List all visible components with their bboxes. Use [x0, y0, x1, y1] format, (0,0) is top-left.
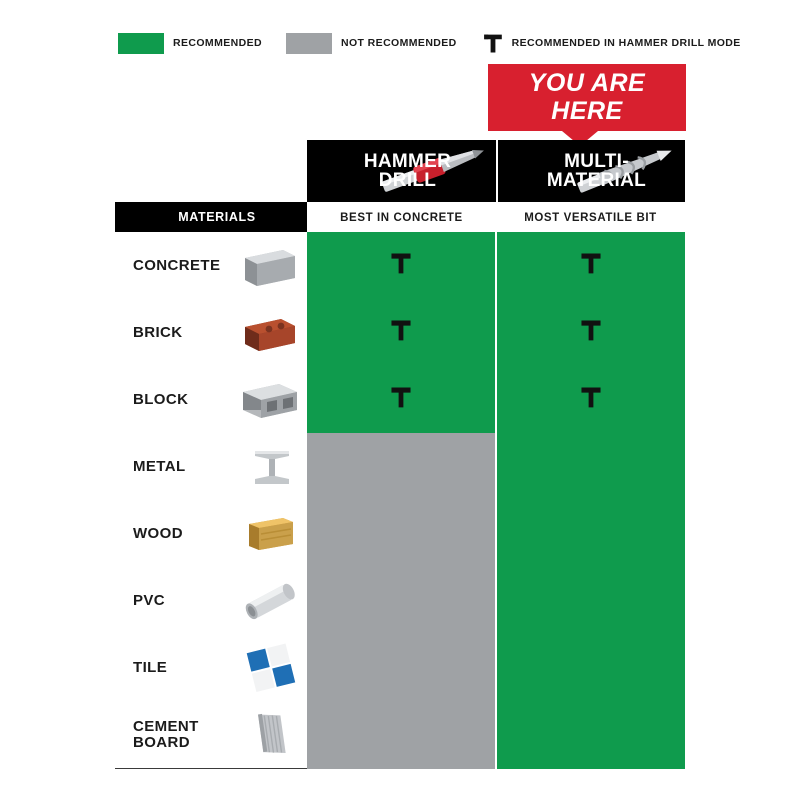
materials-header-label: MATERIALS	[178, 210, 256, 224]
table-header-row-titles	[115, 140, 685, 202]
material-cell-brick	[115, 299, 307, 366]
column-title-line1: HAMMER	[363, 150, 452, 172]
cell-hammer-drill-tile	[307, 634, 496, 701]
cell-multi-material-pvc	[496, 567, 685, 634]
metal-beam-icon	[237, 443, 303, 491]
material-label-line1: CEMENT	[133, 717, 199, 735]
column-header-multi-material	[496, 140, 685, 202]
cell-hammer-drill-concrete	[307, 232, 496, 299]
cell-hammer-drill-brick	[307, 299, 496, 366]
you-are-here-callout	[488, 64, 686, 131]
legend	[118, 31, 765, 55]
cell-hammer-drill-cement-board	[307, 701, 496, 769]
material-label-line1: CONCRETE	[133, 256, 221, 274]
tile-icon	[237, 642, 303, 694]
table-row	[115, 232, 685, 299]
material-label-line1: PVC	[133, 591, 166, 609]
brick-icon	[237, 309, 303, 357]
cell-hammer-drill-pvc	[307, 567, 496, 634]
hammer-drill-bit-icon	[481, 31, 505, 55]
cell-multi-material-metal	[496, 433, 685, 500]
cell-multi-material-block	[496, 366, 685, 433]
table-row	[115, 366, 685, 433]
hammer-bit-mark	[388, 316, 414, 349]
pvc-pipe-icon	[237, 577, 303, 625]
material-label-line1: BRICK	[133, 323, 183, 341]
table-row	[115, 500, 685, 567]
column-title-line2: DRILL	[378, 170, 437, 191]
hammer-bit-mark	[388, 249, 414, 282]
material-label	[133, 325, 237, 341]
legend-label-recommended: RECOMMENDED	[173, 37, 262, 49]
callout-line-2: HERE	[551, 97, 623, 125]
materials-header	[115, 202, 307, 232]
wood-plank-icon	[237, 510, 303, 558]
material-label-line1: METAL	[133, 457, 186, 475]
cement-board-icon	[237, 709, 303, 761]
cell-hammer-drill-wood	[307, 500, 496, 567]
material-cell-tile	[115, 634, 307, 701]
material-compatibility-table	[115, 140, 685, 769]
material-label-line2: BOARD	[133, 733, 190, 751]
table-row	[115, 433, 685, 500]
material-cell-concrete	[115, 232, 307, 299]
concrete-block-icon	[237, 242, 303, 290]
legend-label-hammer-mode: RECOMMENDED IN HAMMER DRILL MODE	[511, 37, 741, 49]
table-row	[115, 634, 685, 701]
material-label-line1: WOOD	[133, 524, 183, 542]
legend-label-not-recommended: NOT RECOMMENDED	[341, 37, 457, 49]
material-label	[133, 459, 237, 475]
legend-item-recommended	[118, 33, 286, 54]
hammer-bit-mark	[578, 383, 604, 416]
material-label	[133, 392, 237, 408]
column-subtitle-hammer-drill	[307, 202, 496, 232]
hammer-bit-mark	[578, 316, 604, 349]
cell-multi-material-wood	[496, 500, 685, 567]
cell-hammer-drill-metal	[307, 433, 496, 500]
cell-multi-material-concrete	[496, 232, 685, 299]
table-header-row-subtitles	[115, 202, 685, 232]
legend-item-hammer-mode	[481, 31, 765, 55]
column-subtitle-label: MOST VERSATILE BIT	[524, 212, 657, 224]
column-subtitle-multi-material	[496, 202, 685, 232]
cell-hammer-drill-block	[307, 366, 496, 433]
material-cell-cement-board	[115, 701, 307, 769]
cinder-block-icon	[237, 376, 303, 424]
material-label-line1: BLOCK	[133, 390, 189, 408]
material-cell-pvc	[115, 567, 307, 634]
table-row	[115, 567, 685, 634]
table-row	[115, 701, 685, 769]
column-title-hammer-drill	[307, 152, 496, 191]
column-title-line1: MULTI-	[564, 150, 629, 172]
material-label	[133, 660, 237, 676]
table-row	[115, 299, 685, 366]
cell-multi-material-tile	[496, 634, 685, 701]
cell-multi-material-cement-board	[496, 701, 685, 769]
material-label	[133, 593, 237, 609]
column-subtitle-label: BEST IN CONCRETE	[340, 212, 463, 224]
cell-multi-material-brick	[496, 299, 685, 366]
material-label	[133, 719, 237, 751]
material-cell-metal	[115, 433, 307, 500]
hammer-bit-mark	[388, 383, 414, 416]
hammer-bit-mark	[578, 249, 604, 282]
column-title-multi-material	[496, 152, 685, 191]
material-label-line1: TILE	[133, 658, 168, 676]
material-label	[133, 258, 237, 274]
column-title-line2: MATERIAL	[546, 170, 647, 191]
green-swatch-icon	[118, 33, 164, 54]
material-cell-wood	[115, 500, 307, 567]
legend-item-not-recommended	[286, 33, 481, 54]
column-header-hammer-drill	[307, 140, 496, 202]
material-cell-block	[115, 366, 307, 433]
callout-line-1: YOU ARE	[528, 69, 646, 97]
gray-swatch-icon	[286, 33, 332, 54]
header-spacer	[115, 140, 307, 202]
material-label	[133, 526, 237, 542]
